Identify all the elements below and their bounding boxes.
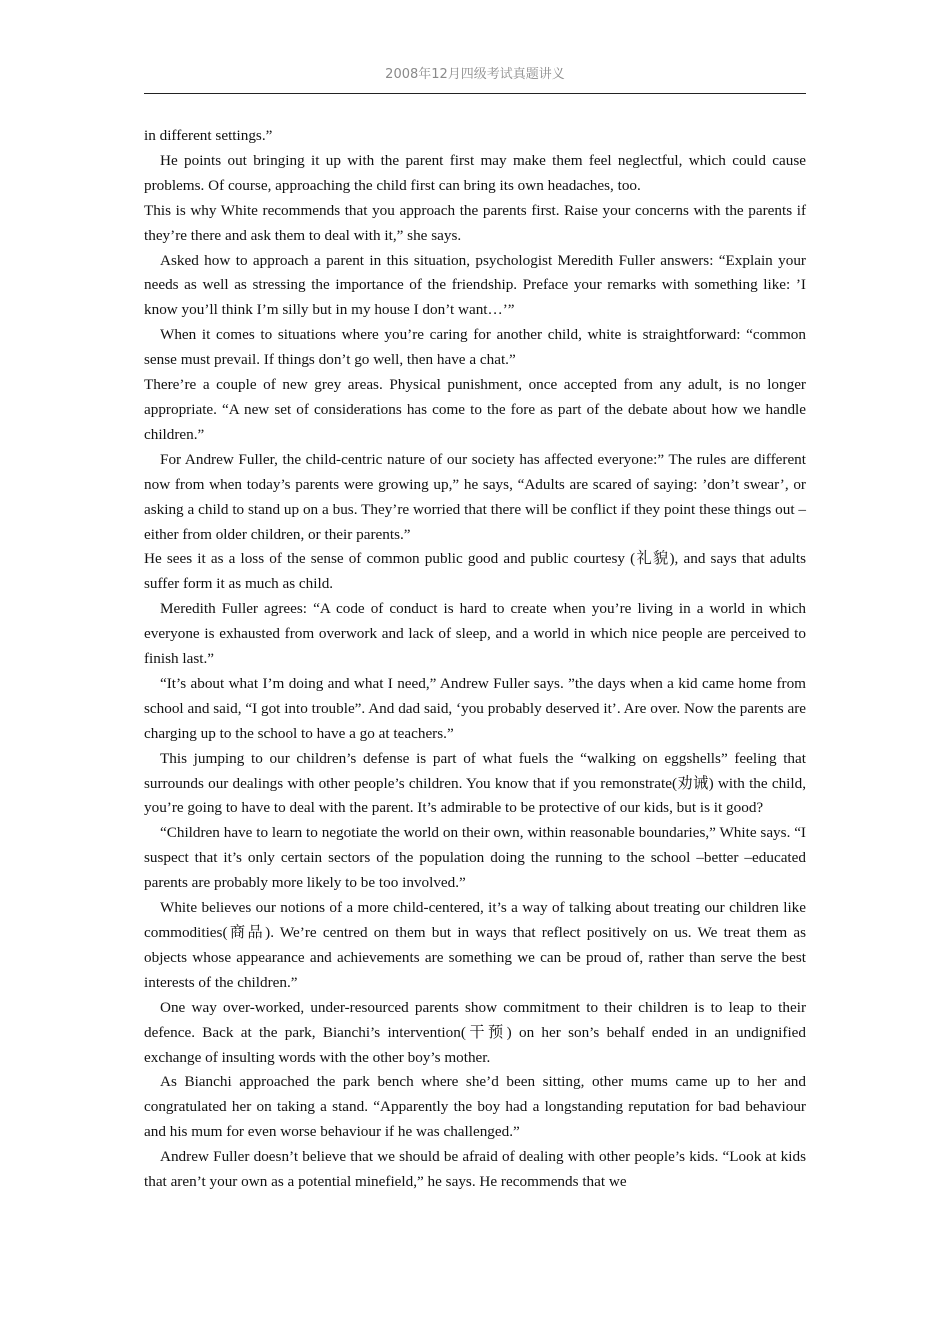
paragraph: When it comes to situations where you’re caring for another child, white is straightforward: “common sense must prevail. If things don’t go well, then have a chat.”	[144, 326, 806, 369]
paragraph: Andrew Fuller doesn’t believe that we should be afraid of dealing with other people’s kids. “Look at kids that aren’t your own as a potential minefield,” he says. He recommends that we	[144, 1148, 806, 1191]
paragraph: As Bianchi approached the park bench where she’d been sitting, other mums came up to her and congratulated her on taking a stand. “Apparently the boy had a longstanding reputation for bad behaviour and his mum for even worse behaviour if he was challenged.”	[144, 1073, 806, 1141]
paragraph: There’re a couple of new grey areas. Physical punishment, once accepted from any adult, is no longer appropriate. “A new set of considerations has come to the fore as part of the debate about how we handle children.”	[144, 376, 806, 443]
paragraph: For Andrew Fuller, the child-centric nature of our society has affected everyone:” The rules are different now from when today’s parents were growing up,” he says, “Adults are scared of saying: ’don’t swear’, or asking a child to stand up on a bus. They’re worried that there will be conflict if they point these things out – either from older children, or their parents.”	[144, 450, 806, 543]
paragraph: This jumping to our children’s defense is part of what fuels the “walking on eggshells” feeling that surrounds our dealings with other people’s children. You know that if you remonstrate(劝诫) with the child, you’re going to have to deal with the parent. It’s admirable to be protective of our kids, but is it good?	[144, 749, 806, 817]
page-header: 2008年12月四级考试真题讲义	[385, 67, 565, 82]
paragraph: “Children have to learn to negotiate the world on their own, within reasonable boundaries,” White says. “I suspect that it’s only certain sectors of the population doing the running to the school –better –educated parents are probably more likely to be too involved.”	[144, 824, 806, 892]
header-divider	[144, 93, 806, 94]
paragraph: in different settings.”	[144, 127, 273, 144]
paragraph: He sees it as a loss of the sense of common public good and public courtesy (礼貌), and says that adults suffer form it as much as child.	[144, 550, 806, 593]
paragraph: White believes our notions of a more child-centered, it’s a way of talking about treating our children like commodities(商品). We’re centred on them but in ways that reflect positively on us. We treat them as objects whose appearance and achievements are something we can be proud of, rather than serve the best interests of the children.”	[144, 899, 806, 991]
paragraph: One way over-worked, under-resourced parents show commitment to their children is to leap to their defence. Back at the park, Bianchi’s intervention(干预) on her son’s behalf ended in an undignified exchange of insulting words with the other boy’s mother.	[144, 998, 806, 1066]
paragraph: He points out bringing it up with the parent first may make them feel neglectful, which could cause problems. Of course, approaching the child first can bring its own headaches, too.	[144, 151, 806, 194]
paragraph: “It’s about what I’m doing and what I need,” Andrew Fuller says. ”the days when a kid came home from school and said, “I got into trouble”. And dad said, ‘you probably deserved it’. Are over. Now the parents are charging up to the school to have a go at teachers.”	[144, 674, 806, 742]
document-body	[144, 124, 806, 1195]
paragraph: Meredith Fuller agrees: “A code of conduct is hard to create when you’re living in a world in which everyone is exhausted from overwork and lack of sleep, and a world in which nice people are perceived to finish last.”	[144, 600, 806, 668]
paragraph: Asked how to approach a parent in this situation, psychologist Meredith Fuller answers: “Explain your needs as well as stressing the importance of the friendship. Preface your remarks with something like: ’I know you’ll think I’m silly but in my house I don’t want…’”	[144, 251, 806, 319]
paragraph: This is why White recommends that you approach the parents first. Raise your concerns with the parents if they’re there and ask them to deal with it,” she says.	[144, 201, 806, 244]
